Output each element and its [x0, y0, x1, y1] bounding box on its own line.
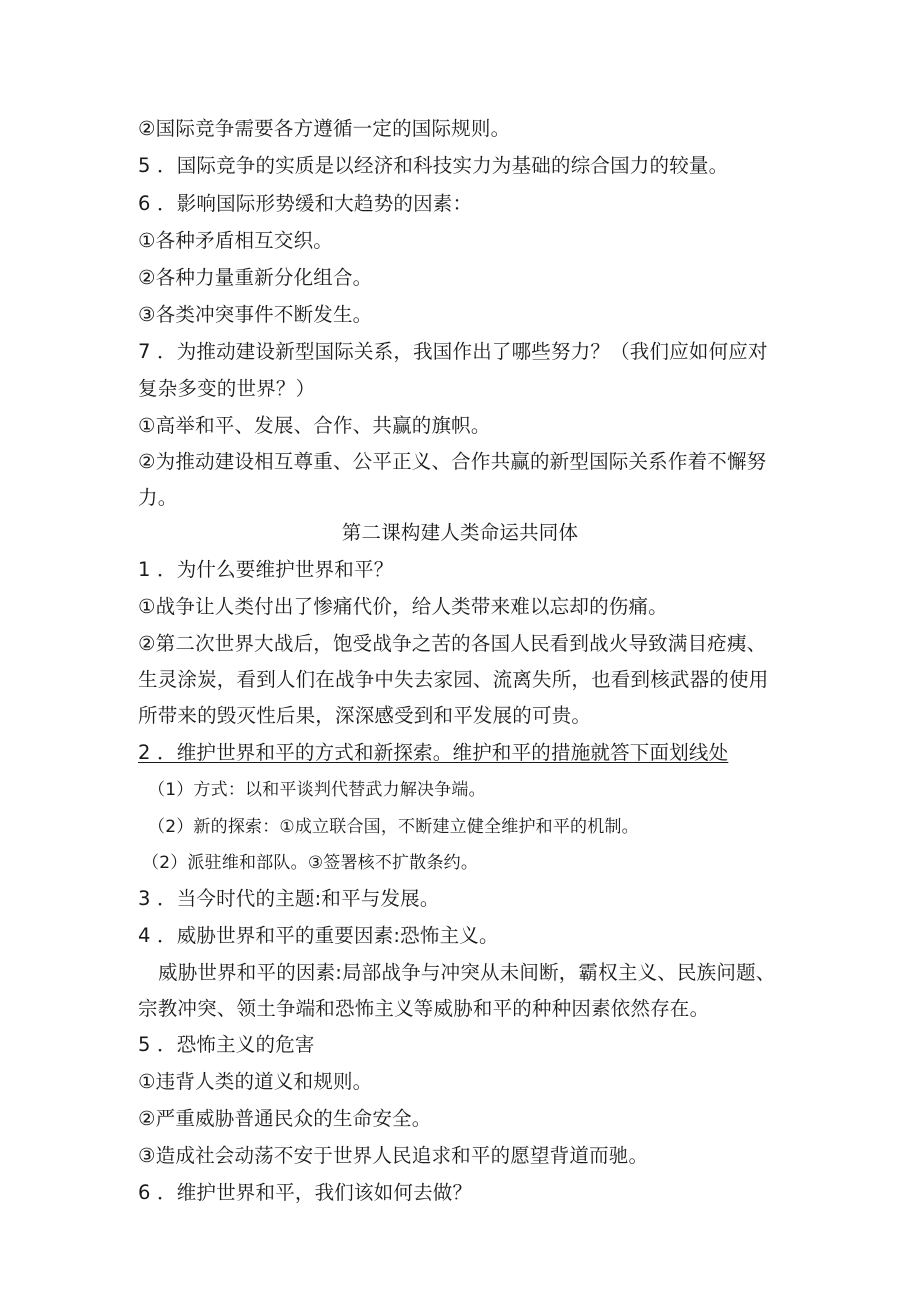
text-line: 力。 — [138, 486, 178, 509]
text-line: 威胁世界和平的因素:局部战争与冲突从未间断，霸权主义、民族问题、 — [158, 961, 776, 984]
text-line: 生灵涂炭，看到人们在战争中失去家园、流离失所，也看到核武器的使用 — [138, 668, 769, 691]
text-line: 5 ．恐怖主义的危害 — [138, 1033, 315, 1056]
text-line: 4 ．威胁世界和平的重要因素:恐怖主义。 — [138, 924, 499, 947]
text-line: ②第二次世界大战后，饱受战争之苦的各国人民看到战火导致满目疮痍、 — [138, 632, 767, 655]
text-line-underlined: 2 ．维护世界和平的方式和新探索。维护和平的措施就答下面划线处 — [138, 741, 729, 764]
text-line: 6 ．影响国际形势缓和大趋势的因素： — [138, 192, 473, 215]
text-line: 5 ．国际竞争的实质是以经济和科技实力为基础的综合国力的较量。 — [138, 154, 729, 177]
text-line: ①战争让人类付出了惨痛代价，给人类带来难以忘却的伤痛。 — [138, 595, 668, 618]
text-line: 3 ．当今时代的主题:和平与发展。 — [138, 887, 440, 910]
text-line: ③造成社会动荡不安于世界人民追求和平的愿望背道而驰。 — [138, 1144, 649, 1167]
text-line: 6 ．维护世界和平，我们该如何去做？ — [138, 1181, 473, 1204]
text-line: ①各种矛盾相互交织。 — [138, 229, 333, 252]
section-heading: 第二课构建人类命运共同体 — [341, 521, 579, 544]
text-line: （2）派驻维和部队。③签署核不扩散条约。 — [142, 853, 479, 873]
text-line: 宗教冲突、领土争端和恐怖主义等威胁和平的种种因素依然存在。 — [138, 997, 710, 1020]
text-line: ②各种力量重新分化组合。 — [138, 266, 373, 289]
text-line: 7 ．为推动建设新型国际关系，我国作出了哪些努力？（我们应如何应对 — [138, 340, 768, 363]
text-line: （1）方式：以和平谈判代替武力解决争端。 — [148, 780, 486, 800]
text-line: ①高举和平、发展、合作、共赢的旗帜。 — [138, 414, 491, 437]
text-line: ②为推动建设相互尊重、公平正义、合作共赢的新型国际关系作着不懈努 — [138, 450, 767, 473]
text-line: ②严重威胁普通民众的生命安全。 — [138, 1107, 432, 1130]
text-line: 1 ．为什么要维护世界和平？ — [138, 558, 394, 581]
text-line: ①违背人类的道义和规则。 — [138, 1070, 373, 1093]
text-line: ③各类冲突事件不断发生。 — [138, 303, 373, 326]
text-line: ②国际竞争需要各方遵循一定的国际规则。 — [138, 117, 511, 140]
text-line: （2）新的探索：①成立联合国，不断建立健全维护和平的机制。 — [148, 817, 639, 837]
text-line: 复杂多变的世界？） — [138, 377, 316, 400]
text-line: 所带来的毁灭性后果，深深感受到和平发展的可贵。 — [138, 704, 592, 727]
